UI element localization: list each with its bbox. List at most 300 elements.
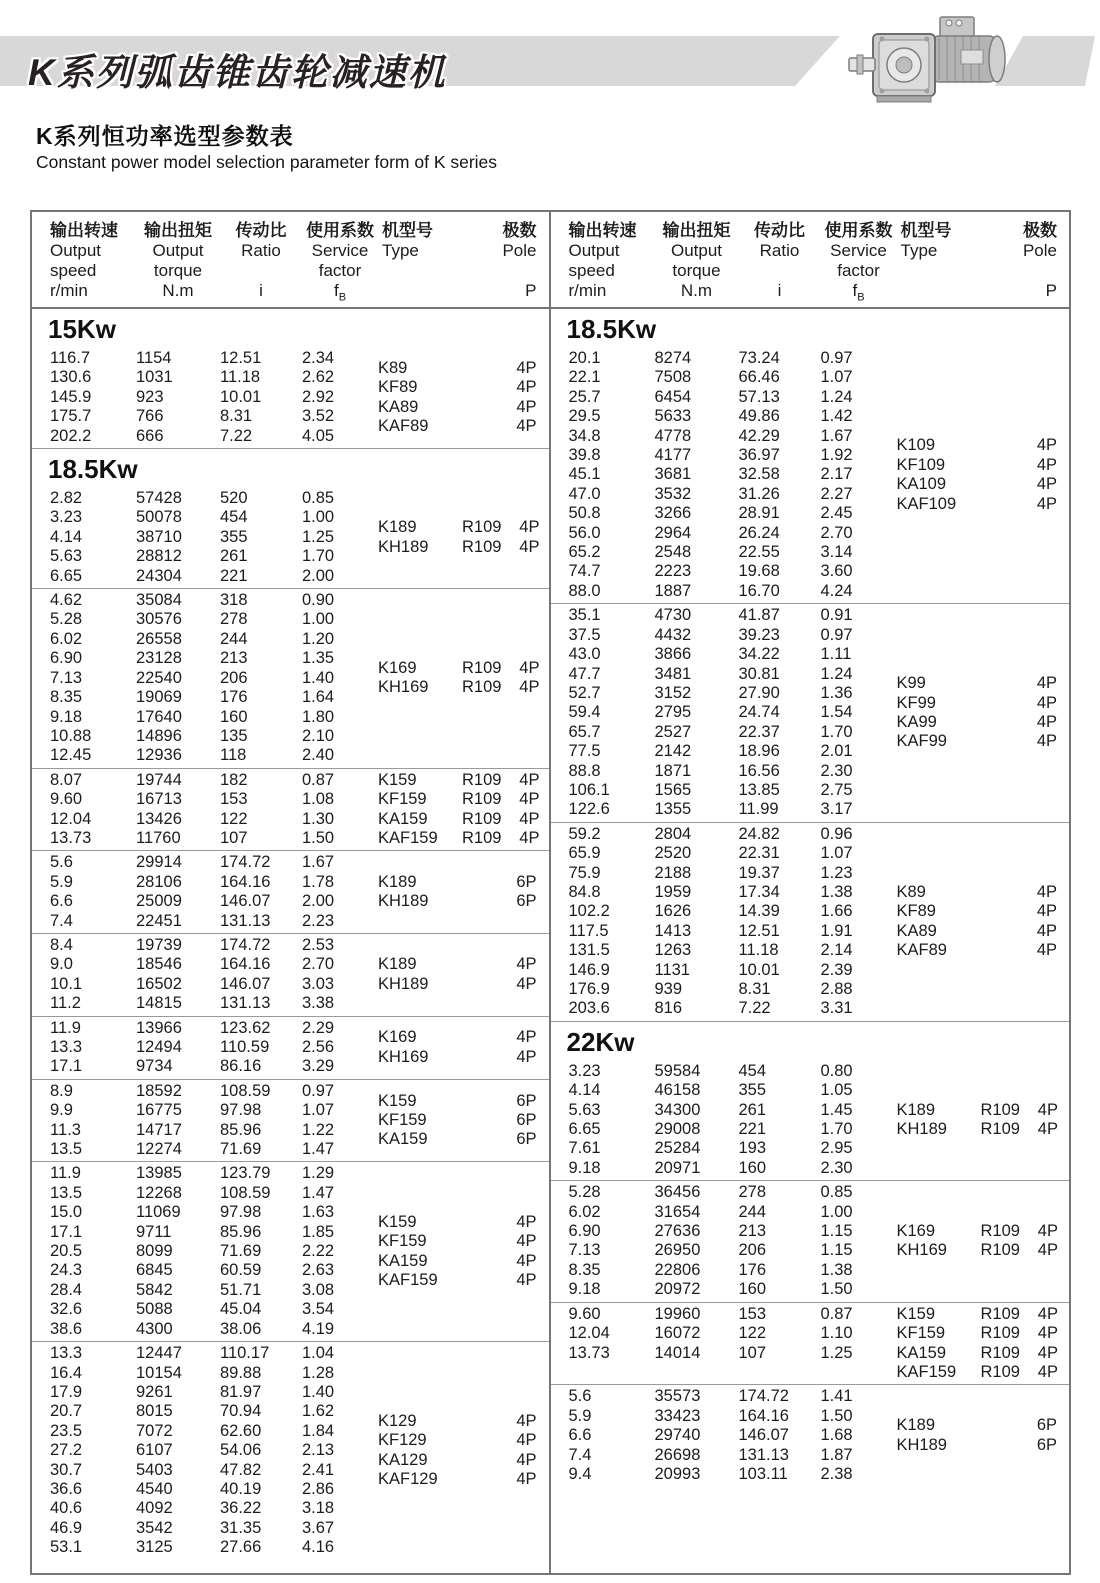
speed-cell: 6.65 (50, 566, 83, 585)
numeric-rows (32, 1344, 378, 1557)
pole-cell: 4P (1037, 1362, 1058, 1381)
ratio-cell: 131.13 (220, 911, 271, 930)
table-row (50, 1441, 378, 1460)
table-row (569, 1446, 897, 1465)
speed-cell: 4.14 (50, 527, 83, 546)
table-row (50, 708, 378, 727)
ratio-cell: 8.31 (220, 407, 253, 426)
pole-cell: 6P (516, 872, 537, 891)
table-row (569, 1203, 897, 1222)
service-cell: 1.15 (820, 1241, 853, 1260)
service-cell: 2.17 (820, 465, 853, 484)
pole-cell: 4P (519, 828, 540, 847)
table-row (50, 936, 378, 955)
model-aux-cell (462, 1271, 499, 1290)
ratio-cell: 108.59 (220, 1183, 271, 1202)
table-row (50, 547, 378, 566)
ratio-cell: 160 (738, 1158, 767, 1177)
speed-cell: 9.18 (568, 1158, 601, 1177)
model-cell: KF159 (378, 1232, 427, 1251)
ratio-cell: 97.98 (220, 1101, 262, 1120)
ratio-cell: 16.56 (738, 761, 780, 780)
torque-cell: 18546 (136, 955, 182, 974)
ratio-cell: 47.82 (220, 1460, 262, 1479)
model-cell: KH189 (896, 1435, 947, 1454)
torque-cell: 22540 (136, 668, 182, 687)
ratio-cell: 16.70 (738, 581, 780, 600)
model-cell: KAF159 (378, 828, 438, 847)
torque-cell: 7508 (654, 368, 692, 387)
model-aux-cell (981, 902, 1020, 921)
speed-cell: 6.6 (568, 1426, 592, 1445)
service-cell: 4.16 (302, 1538, 335, 1557)
header-en: factor (318, 261, 362, 280)
data-block (32, 588, 549, 768)
pole-cell: 4P (516, 1470, 537, 1489)
service-cell: 1.87 (820, 1445, 853, 1464)
speed-cell: 11.3 (50, 1120, 81, 1139)
header-cn: 极数 (1023, 221, 1057, 240)
type-row (378, 1028, 537, 1047)
ratio-cell: 108.59 (220, 1081, 271, 1100)
service-cell: 1.80 (302, 707, 335, 726)
header-cn: 输出转速 (50, 221, 118, 240)
speed-cell: 17.9 (50, 1382, 83, 1401)
torque-cell: 2527 (654, 722, 692, 741)
model-cell: K159 (378, 770, 417, 789)
ratio-cell: 123.62 (220, 1018, 271, 1037)
table-row (569, 1120, 897, 1139)
table-row (50, 349, 378, 368)
ratio-cell: 85.96 (220, 1222, 262, 1241)
type-row (897, 1120, 1058, 1139)
model-cell: KH169 (378, 678, 429, 697)
ratio-cell: 11.18 (738, 941, 779, 960)
header-en (739, 261, 821, 281)
pole-cell: 6P (516, 1110, 537, 1129)
speed-cell: 75.9 (568, 863, 601, 882)
torque-cell: 14815 (136, 994, 182, 1013)
pole-cell: 4P (1036, 436, 1057, 455)
ratio-cell: 135 (220, 726, 248, 745)
pole-cell: 4P (1036, 882, 1057, 901)
table-row (50, 1184, 378, 1203)
section-title: 18.5Kw (566, 314, 657, 344)
torque-cell: 1959 (654, 882, 692, 901)
table-row (50, 912, 378, 931)
numeric-rows (32, 771, 378, 849)
torque-cell: 18592 (136, 1081, 182, 1100)
service-cell: 1.70 (820, 1120, 853, 1139)
table-row (569, 368, 897, 387)
service-cell: 4.05 (302, 426, 335, 445)
pole-cell: 4P (516, 416, 537, 435)
type-row (378, 1232, 537, 1251)
model-cell: KH169 (378, 1047, 429, 1066)
header-cn: 机型号 (900, 221, 952, 240)
model-aux-cell: R109 (462, 678, 502, 697)
model-cell: KH189 (896, 1120, 947, 1139)
torque-cell: 1565 (654, 780, 692, 799)
speed-cell: 65.2 (568, 543, 601, 562)
table-row (569, 723, 897, 742)
speed-cell: 43.0 (568, 645, 601, 664)
speed-cell: 53.1 (50, 1538, 83, 1557)
type-list (378, 853, 549, 931)
ratio-cell: 122 (738, 1324, 767, 1343)
speed-cell: 5.63 (568, 1100, 601, 1119)
service-cell: 2.88 (820, 980, 853, 998)
type-row (378, 873, 537, 892)
speed-cell: 9.60 (50, 790, 83, 809)
torque-cell: 4778 (654, 426, 692, 445)
ratio-cell: 146.07 (738, 1426, 789, 1445)
model-cell: K189 (378, 518, 417, 537)
service-cell: 3.60 (820, 562, 853, 581)
speed-cell: 4.62 (50, 591, 83, 610)
speed-cell: 8.07 (50, 770, 83, 789)
torque-cell: 28812 (136, 547, 182, 566)
torque-cell: 12268 (136, 1183, 182, 1202)
torque-cell: 2964 (654, 523, 692, 542)
service-cell: 0.90 (302, 591, 335, 610)
model-cell: KA159 (896, 1343, 947, 1362)
torque-cell: 3266 (654, 504, 692, 523)
torque-cell: 34300 (654, 1100, 701, 1119)
table-row (569, 1344, 897, 1363)
pole-cell: 4P (519, 809, 540, 828)
ratio-cell: 62.60 (220, 1421, 262, 1440)
header-en: Output (568, 241, 620, 260)
service-cell: 0.91 (820, 606, 853, 625)
model-aux-cell (981, 436, 1020, 455)
model-cell: K189 (378, 872, 417, 891)
numeric-rows (551, 1387, 897, 1484)
speed-cell: 39.8 (568, 446, 601, 465)
type-row (897, 694, 1058, 713)
model-cell: K189 (896, 1100, 936, 1119)
speed-cell: 13.5 (50, 1183, 83, 1202)
model-cell: KAF99 (896, 732, 947, 751)
ratio-cell: 182 (220, 770, 248, 789)
type-list (897, 1183, 1070, 1299)
table-row (50, 955, 378, 974)
type-list (378, 936, 549, 1014)
speed-cell: 13.73 (50, 828, 92, 847)
torque-cell: 13966 (136, 1018, 182, 1037)
type-row (378, 1252, 537, 1271)
ratio-cell: 174.72 (738, 1387, 789, 1406)
model-cell: KH189 (378, 537, 429, 556)
service-cell: 0.87 (820, 1304, 853, 1323)
table-row (569, 703, 897, 722)
service-cell: 1.38 (820, 1260, 853, 1279)
header-unit: i (259, 281, 263, 300)
torque-cell: 26698 (654, 1445, 701, 1464)
table-row (50, 1402, 378, 1421)
header-en: torque (672, 261, 721, 280)
speed-cell: 20.5 (50, 1242, 83, 1261)
table-row (50, 1140, 378, 1159)
model-aux-cell: R109 (462, 537, 502, 556)
data-block (551, 822, 1070, 1021)
ratio-cell: 40.19 (220, 1479, 262, 1498)
service-cell: 1.07 (820, 844, 853, 863)
type-list (897, 825, 1070, 1019)
torque-cell: 19739 (136, 935, 182, 954)
ratio-cell: 22.55 (738, 543, 780, 562)
data-block (32, 1341, 549, 1559)
table-row (50, 610, 378, 629)
table-row (569, 941, 897, 960)
model-aux-cell (981, 495, 1020, 514)
header-unit: $f_B$ (852, 281, 865, 304)
service-cell: 1.08 (302, 790, 335, 809)
service-cell: 2.45 (820, 504, 853, 523)
type-row (378, 810, 539, 829)
speed-cell: 34.8 (568, 426, 601, 445)
ratio-cell: 12.51 (220, 349, 262, 367)
header-en (220, 261, 302, 281)
torque-cell: 10154 (136, 1363, 182, 1382)
ratio-cell: 49.86 (738, 407, 780, 426)
model-aux-cell (462, 1252, 499, 1271)
header-cn: 机型号 (382, 221, 433, 240)
torque-cell: 2520 (654, 844, 692, 863)
numeric-rows (32, 936, 378, 1014)
torque-cell: 20993 (654, 1464, 701, 1483)
power-section-22Kw (551, 1021, 1070, 1487)
header-cn: 极数 (502, 221, 537, 240)
header-en (1001, 261, 1057, 281)
speed-cell: 5.28 (568, 1183, 601, 1202)
model-cell: KF109 (896, 455, 946, 474)
model-cell: KA159 (378, 1251, 428, 1270)
ratio-cell: 244 (220, 629, 248, 648)
torque-cell: 6107 (136, 1441, 173, 1460)
ratio-cell: 57.13 (738, 387, 780, 406)
service-cell: 0.97 (820, 625, 853, 644)
torque-cell: 1154 (136, 349, 172, 367)
ratio-cell: 8.31 (738, 980, 771, 998)
type-row (897, 922, 1058, 941)
ratio-cell: 122 (220, 809, 248, 828)
banner-title: K系列弧齿锥齿轮减速机 (28, 52, 447, 93)
torque-cell: 4730 (654, 606, 692, 625)
table-row (569, 1241, 897, 1260)
ratio-cell: 73.24 (738, 349, 780, 367)
table-row (569, 1139, 897, 1158)
table-row (50, 790, 378, 809)
ratio-cell: 34.22 (738, 645, 780, 664)
ratio-cell: 118 (220, 746, 247, 765)
ratio-cell: 355 (220, 527, 248, 546)
speed-cell: 176.9 (568, 980, 610, 998)
type-row (897, 495, 1058, 514)
pole-cell: 4P (1037, 1304, 1058, 1323)
speed-cell: 130.6 (50, 368, 92, 387)
table-row (50, 1364, 378, 1383)
ratio-cell: 164.16 (220, 955, 271, 974)
model-aux-cell (981, 674, 1020, 693)
speed-cell: 3.23 (568, 1061, 601, 1080)
type-row (378, 1451, 537, 1470)
ratio-cell: 11.18 (220, 368, 261, 387)
speed-cell: 5.9 (568, 1406, 592, 1425)
model-aux-cell (462, 975, 499, 994)
type-row (378, 1431, 537, 1450)
ratio-cell: 193 (738, 1139, 767, 1158)
speed-cell: 3.23 (50, 508, 83, 527)
service-cell: 3.08 (302, 1280, 335, 1299)
table-row (569, 446, 897, 465)
selection-table (30, 210, 1071, 1575)
table-row (569, 465, 897, 484)
model-cell: KF159 (378, 790, 427, 809)
type-row (897, 883, 1058, 902)
speed-cell: 52.7 (568, 683, 601, 702)
speed-cell: 25.7 (568, 387, 601, 406)
torque-cell: 14896 (136, 726, 182, 745)
type-list (897, 1305, 1070, 1383)
speed-cell: 6.65 (568, 1120, 601, 1139)
service-cell: 1.15 (820, 1222, 853, 1241)
service-cell: 2.10 (302, 726, 335, 745)
model-cell: KH189 (378, 892, 429, 911)
type-row (897, 1305, 1058, 1324)
pole-cell: 4P (516, 1450, 537, 1469)
table-row (569, 388, 897, 407)
torque-cell: 923 (136, 387, 164, 406)
ratio-cell: 123.79 (220, 1164, 271, 1183)
torque-cell: 1031 (136, 368, 173, 387)
torque-cell: 16775 (136, 1101, 182, 1120)
model-aux-cell: R109 (980, 1343, 1020, 1362)
ratio-cell: 26.24 (738, 523, 780, 542)
header-en: Ratio (241, 241, 281, 260)
ratio-cell: 24.82 (738, 824, 780, 843)
service-cell: 2.22 (302, 1242, 335, 1261)
ratio-cell: 36.22 (220, 1499, 262, 1518)
pole-cell: 4P (1036, 713, 1057, 732)
table-row (569, 864, 897, 883)
speed-cell: 102.2 (568, 902, 610, 921)
type-row (897, 902, 1058, 921)
table-row (569, 645, 897, 664)
ratio-cell: 454 (220, 508, 248, 527)
numeric-rows (32, 1082, 378, 1160)
speed-cell: 9.60 (568, 1304, 601, 1323)
pole-cell: 4P (519, 518, 540, 537)
speed-cell: 29.5 (568, 407, 601, 426)
data-block (551, 1302, 1070, 1385)
table-row (50, 1344, 378, 1363)
service-cell: 2.86 (302, 1479, 335, 1498)
service-cell: 3.17 (820, 800, 853, 819)
torque-cell: 16713 (136, 790, 182, 809)
table-row (50, 1223, 378, 1242)
model-aux-cell (462, 1130, 499, 1149)
speed-cell: 5.6 (50, 853, 73, 872)
model-aux-cell (981, 883, 1020, 902)
table-row (50, 994, 378, 1013)
table-row (50, 1019, 378, 1038)
pole-cell: 4P (1036, 902, 1057, 921)
service-cell: 1.20 (302, 629, 335, 648)
header-cn: 传动比 (754, 221, 805, 240)
torque-cell: 2223 (654, 562, 692, 581)
torque-cell: 29914 (136, 853, 182, 872)
table-row (50, 1164, 378, 1183)
header-ratio (739, 221, 821, 301)
ratio-cell: 39.23 (738, 625, 780, 644)
service-cell: 1.23 (820, 863, 853, 882)
table-row (50, 1121, 378, 1140)
pole-cell: 4P (1036, 674, 1057, 693)
torque-cell: 38710 (136, 527, 182, 546)
torque-cell: 766 (136, 407, 164, 426)
service-cell: 3.29 (302, 1057, 335, 1076)
table-row (50, 1538, 378, 1557)
type-row (378, 659, 539, 678)
header-en (481, 261, 537, 281)
table-row (50, 1203, 378, 1222)
ratio-cell: 18.96 (738, 742, 780, 761)
service-cell: 3.67 (302, 1518, 335, 1537)
table-row (569, 684, 897, 703)
ratio-cell: 213 (738, 1222, 767, 1241)
header-en (901, 261, 1002, 281)
ratio-cell: 41.87 (738, 606, 780, 625)
service-cell: 1.40 (302, 1382, 335, 1401)
model-aux-cell (462, 1213, 499, 1232)
model-aux-cell: R109 (462, 828, 502, 847)
ratio-cell: 45.04 (220, 1300, 262, 1319)
speed-cell: 17.1 (50, 1222, 83, 1241)
speed-cell: 8.35 (50, 688, 83, 707)
torque-cell: 19960 (654, 1304, 701, 1323)
numeric-rows (551, 606, 897, 819)
service-cell: 1.85 (302, 1222, 335, 1241)
numeric-rows (32, 1019, 378, 1077)
type-row (897, 713, 1058, 732)
header-en (382, 261, 481, 281)
header-cn: 输出扭矩 (662, 221, 731, 240)
ratio-cell: 86.16 (220, 1057, 262, 1076)
speed-cell: 37.5 (568, 625, 601, 644)
speed-cell: 9.18 (50, 707, 83, 726)
torque-cell: 4177 (654, 446, 692, 465)
service-cell: 1.70 (302, 547, 335, 566)
type-row (378, 1271, 537, 1290)
service-cell: 4.24 (820, 581, 853, 600)
model-aux-cell (462, 398, 499, 417)
type-row (378, 829, 539, 848)
model-aux-cell (981, 694, 1020, 713)
type-row (378, 417, 537, 436)
pole-cell: 4P (516, 1431, 537, 1450)
table-row (569, 961, 897, 980)
ratio-cell: 153 (738, 1304, 767, 1323)
data-block (551, 1060, 1070, 1180)
speed-cell: 65.9 (568, 844, 601, 863)
service-cell: 1.42 (820, 407, 853, 426)
model-aux-cell (462, 1048, 499, 1067)
torque-cell: 19744 (136, 770, 182, 789)
table-row (569, 844, 897, 863)
ratio-cell: 13.85 (738, 780, 780, 799)
ratio-cell: 103.11 (738, 1464, 788, 1483)
